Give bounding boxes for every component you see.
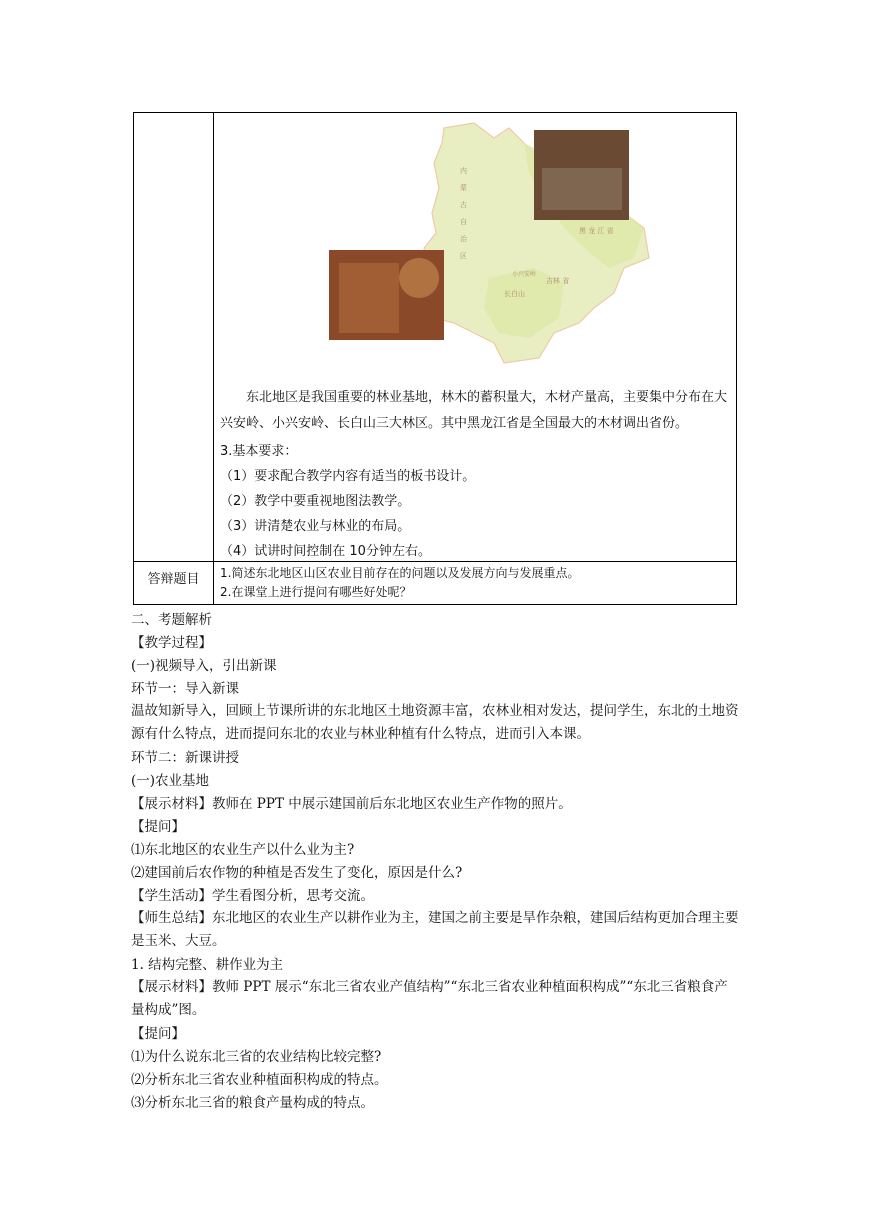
part-heading: (一)农业基地 — [131, 773, 210, 789]
question-heading: 【提问】 — [131, 819, 185, 835]
process-heading: 【教学过程】 — [131, 635, 212, 651]
map-label: 吉林 省 — [546, 277, 570, 285]
requirement-item: （2）教学中要重视地图法教学。 — [220, 494, 411, 509]
summary-paragraph: 【师生总结】东北地区的农业生产以耕作业为主，建国之前主要是旱作杂粮，建国后结构更加合理主要是玉米、大豆。 — [131, 910, 739, 949]
forest-photo-south-light — [399, 258, 439, 298]
forest-photo-south-detail — [339, 263, 399, 333]
question-item: ⑵分析东北三省农业种植面积构成的特点。 — [131, 1072, 388, 1088]
intro-paragraph: 温故知新导入，回顾上节课所讲的东北地区土地资源丰富，农林业相对发达，提问学生，东北的土地资源有什么特点，进而提问东北的农业与林业种植有什么特点，进而引入本课。 — [131, 703, 739, 742]
question-item: ⑶分析东北三省的粮食产量构成的特点。 — [131, 1095, 374, 1111]
map-label: 自 — [460, 218, 467, 226]
forest-distribution-map — [324, 118, 704, 373]
map-label: 古 — [460, 201, 467, 209]
answer-question: 2.在课堂上进行提问有哪些好处呢？ — [220, 585, 412, 599]
table-column-divider — [213, 113, 214, 604]
question-item: ⑴东北地区的农业生产以什么业为主? — [131, 842, 355, 858]
forest-photo-north-detail — [542, 168, 622, 210]
map-label: 治 — [460, 235, 467, 243]
map-label: 内 — [460, 167, 467, 175]
question-item: ⑴为什么说东北三省的农业结构比较完整? — [131, 1049, 382, 1065]
exam-table — [133, 112, 737, 605]
material-line: 【展示材料】教师在 PPT 中展示建国前后东北地区农业生产作物的照片。 — [131, 796, 572, 812]
activity-line: 【学生活动】学生看图分析，思考交流。 — [131, 888, 374, 904]
map-label: 黑 龙 江 省 — [579, 227, 614, 235]
map-label: 蒙 — [460, 184, 467, 192]
material-paragraph: 【展示材料】教师 PPT 展示“东北三省农业产值结构”“东北三省农业种植面积构成”“东北三省粮食产量构成”图。 — [131, 979, 728, 1018]
answer-question: 1.简述东北地区山区农业目前存在的问题以及发展方向与发展重点。 — [220, 566, 580, 580]
link-heading: 环节一：导入新课 — [131, 681, 239, 697]
requirement-item: （3）讲清楚农业与林业的布局。 — [220, 519, 411, 534]
forest-paragraph: 东北地区是我国重要的林业基地，林木的蓄积量大，木材产量高，主要集中分布在大兴安岭、小兴安岭、长白山三大林区。其中黑龙江省是全国最大的木材调出省份。 — [220, 390, 728, 431]
map-label: 区 — [460, 252, 467, 260]
answer-label: 答辩题目 — [147, 572, 200, 587]
requirements-title: 3.基本要求： — [220, 444, 298, 459]
requirement-item: （4）试讲时间控制在 10分钟左右。 — [220, 544, 431, 559]
map-label: 小兴安岭 — [512, 271, 537, 278]
part-heading: (一)视频导入，引出新课 — [131, 658, 277, 674]
requirement-item: （1）要求配合教学内容有适当的板书设计。 — [220, 469, 476, 484]
subsection-heading: 1. 结构完整、耕作业为主 — [131, 957, 284, 973]
map-label: 长白山 — [504, 290, 525, 298]
link-heading: 环节二：新课讲授 — [131, 750, 239, 766]
question-item: ⑵建国前后农作物的种植是否发生了变化，原因是什么? — [131, 865, 463, 881]
section-heading: 二、考题解析 — [131, 612, 212, 628]
question-heading: 【提问】 — [131, 1026, 185, 1042]
